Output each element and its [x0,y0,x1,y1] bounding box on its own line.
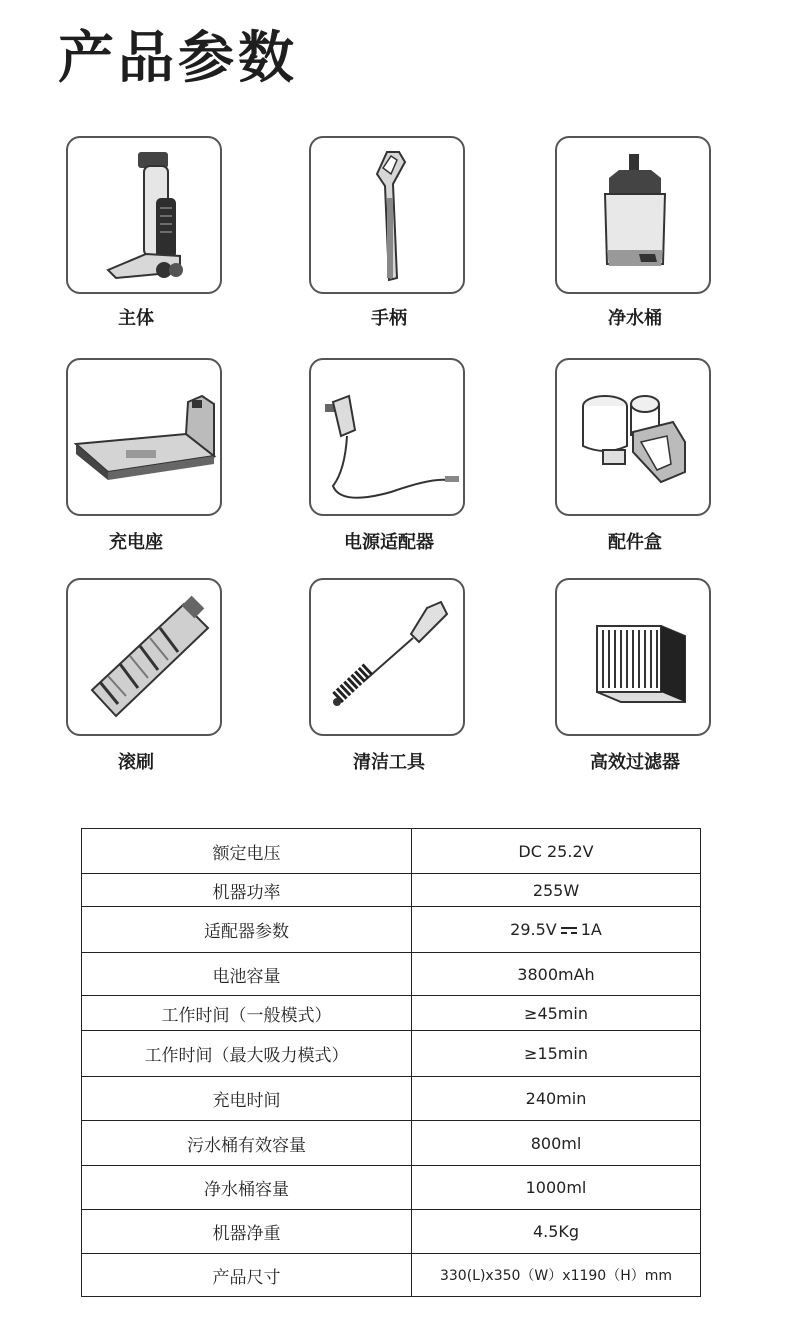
spec-value: 240min [412,1077,701,1121]
spec-label: 工作时间（最大吸力模式） [82,1031,412,1077]
spec-label: 机器功率 [82,874,412,907]
item-label-cleaning-tool: 清洁工具 [353,752,425,773]
item-label-handle: 手柄 [371,308,407,329]
item-label-clean-water-tank: 净水桶 [608,308,662,329]
spec-value: ≥45min [412,996,701,1031]
adapter-voltage: 29.5V [510,920,557,939]
spec-row [82,1254,701,1297]
spec-label: 产品尺寸 [82,1254,412,1297]
hepa-filter-icon [557,580,709,734]
spec-value: 3800mAh [412,953,701,996]
spec-row [82,1166,701,1210]
spec-value: 4.5Kg [412,1210,701,1254]
item-label-charging-base: 充电座 [109,532,163,553]
spec-value: ≥15min [412,1031,701,1077]
spec-label: 工作时间（一般模式） [82,996,412,1031]
adapter-current: 1A [580,920,602,939]
spec-row [82,953,701,996]
item-card-roller-brush [66,578,222,736]
item-card-main-unit [66,136,222,294]
dc-symbol-icon [561,927,577,934]
spec-row [82,996,701,1031]
spec-value: 800ml [412,1121,701,1166]
item-label-roller-brush: 滚刷 [118,752,154,773]
charging-base-icon [68,360,220,514]
item-card-charging-base [66,358,222,516]
spec-value: 330(L)x350（W）x1190（H）mm [412,1254,701,1297]
item-label-power-adapter: 电源适配器 [344,532,434,553]
spec-row [82,1210,701,1254]
item-card-hepa-filter [555,578,711,736]
spec-row [82,874,701,907]
page-title: 产品参数 [58,26,298,91]
spec-row [82,1031,701,1077]
spec-label: 净水桶容量 [82,1166,412,1210]
item-label-hepa-filter: 高效过滤器 [590,752,680,773]
spec-label: 适配器参数 [82,907,412,953]
spec-label: 充电时间 [82,1077,412,1121]
spec-value-adapter [412,907,701,953]
spec-table [81,828,701,1297]
handle-icon [311,138,463,292]
spec-row [82,829,701,874]
clean-water-tank-icon [557,138,709,292]
item-card-cleaning-tool [309,578,465,736]
item-card-handle [309,136,465,294]
spec-row [82,907,701,953]
item-card-power-adapter [309,358,465,516]
accessory-box-icon [557,360,709,514]
spec-value: 1000ml [412,1166,701,1210]
spec-value: DC 25.2V [412,829,701,874]
spec-row [82,1077,701,1121]
spec-label: 电池容量 [82,953,412,996]
main-unit-icon [68,138,220,292]
spec-label: 机器净重 [82,1210,412,1254]
item-label-main-unit: 主体 [118,308,154,329]
spec-label: 污水桶有效容量 [82,1121,412,1166]
power-adapter-icon [311,360,463,514]
cleaning-tool-icon [311,580,463,734]
item-label-accessory-box: 配件盒 [608,532,662,553]
spec-row [82,1121,701,1166]
spec-label: 额定电压 [82,829,412,874]
roller-brush-icon [68,580,220,734]
item-card-accessory-box [555,358,711,516]
item-card-clean-water-tank [555,136,711,294]
spec-value: 255W [412,874,701,907]
